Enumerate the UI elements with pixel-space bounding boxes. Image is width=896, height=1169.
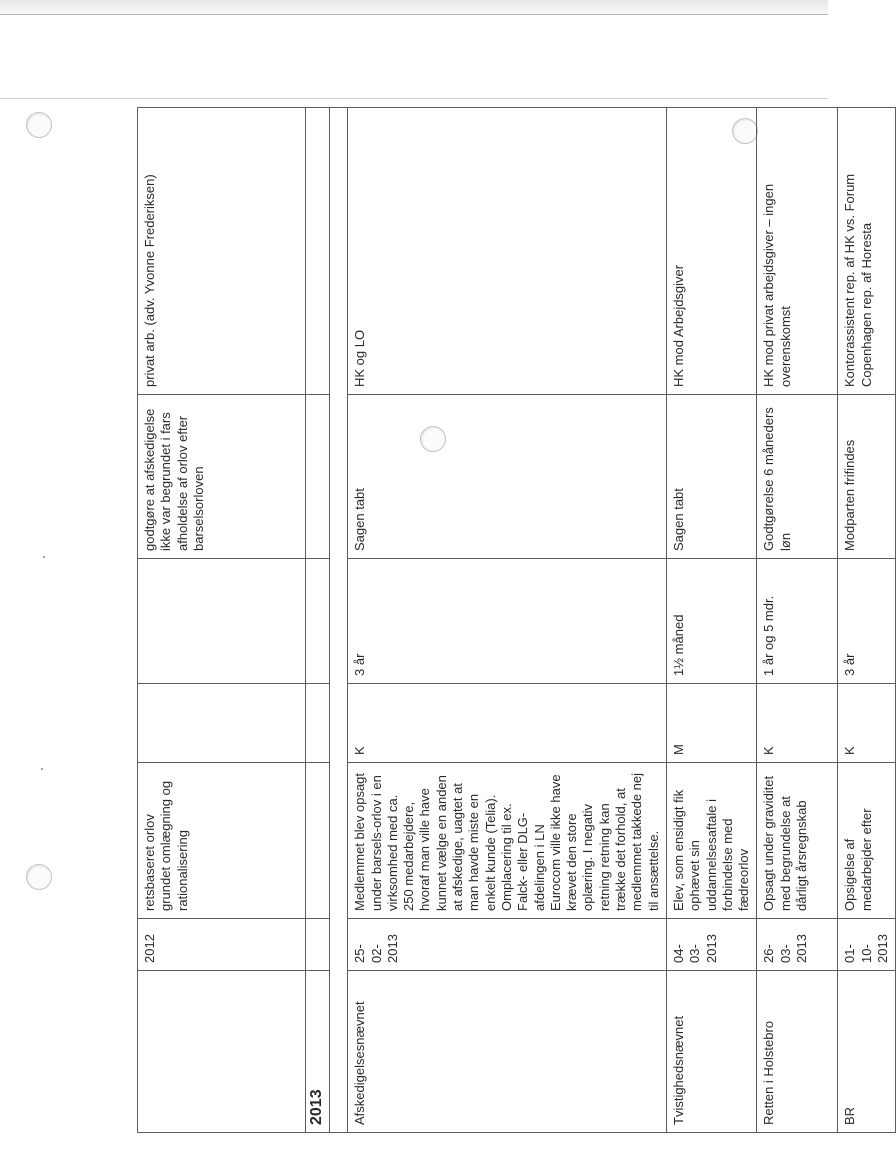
table-cell-description: retsbaseret orlov grundet omlægning og rationalisering	[138, 763, 306, 919]
table-cell-parties: HK mod privat arbejdsgiver – ingen overenskomst	[757, 108, 838, 395]
table-cell-tenure: 1 år og 5 mdr.	[757, 559, 838, 684]
table-cell-gender	[138, 684, 306, 763]
table-row-year	[306, 108, 330, 1133]
table-cell-court: BR	[838, 971, 896, 1133]
table-cell-result: Godtgørelse 6 måneders løn	[757, 395, 838, 559]
table-cell-description: Opsagt under graviditet med begrundelse at dårligt årsregnskab	[757, 763, 838, 919]
table-cell-gender: K	[348, 684, 667, 763]
table-cell-description: Elev, som ensidigt fik ophævet sin uddannelsesaftale i forbindelse med fædreorlov	[666, 763, 756, 919]
table-cell-date: 04-03-2013	[666, 919, 756, 971]
table-cell-date	[306, 919, 330, 971]
table-cell-date: 2012	[138, 919, 306, 971]
punch-hole-bottom-left	[26, 864, 52, 890]
table-cell-parties	[306, 108, 330, 395]
table-cell-description	[306, 763, 330, 919]
table-cell-gender: K	[838, 684, 896, 763]
table-row	[757, 108, 838, 1133]
table-spacer-cell	[330, 108, 348, 1133]
year-heading: 2013	[306, 971, 330, 1133]
table-cell-tenure	[306, 559, 330, 684]
table-cell-result: Sagen tabt	[348, 395, 667, 559]
table-row	[838, 108, 896, 1133]
scan-speck	[41, 768, 43, 770]
table-cell-court: Tvistighedsnævnet	[666, 971, 756, 1133]
table-row	[138, 108, 306, 1133]
scan-edge-top	[0, 0, 828, 14]
table-cell-court: Afskedigelsesnævnet	[348, 971, 667, 1133]
table-row	[666, 108, 756, 1133]
table-cell-date: 25-02-2013	[348, 919, 667, 971]
table-cell-tenure	[138, 559, 306, 684]
table-cell-gender: K	[757, 684, 838, 763]
table-cell-gender	[306, 684, 330, 763]
table-cell-court	[138, 971, 306, 1133]
table-cell-description: Medlemmet blev opsagt under barsels-orlov i en virksomhed med ca. 250 medarbejdere, hvoraf man ville have kunnet vælge en anden at afskedige, uagtet at man havde miste en enkelt kunde (Telia). Omplacering til ex. Falck- eller DLG-afdelingen i LN Eurocom ville ikke have krævet den store oplæring. I negativ retning retning kan trække det forhold, at medlemmet takkede nej til ansættelse.	[348, 763, 667, 919]
table-cell-gender: M	[666, 684, 756, 763]
table-cell-parties: HK og LO	[348, 108, 667, 395]
scan-speck	[43, 556, 45, 558]
case-table	[137, 107, 896, 1133]
table-cell-court: Retten i Holstebro	[757, 971, 838, 1133]
table-row-spacer	[330, 108, 348, 1133]
table-cell-result	[306, 395, 330, 559]
table-cell-result: Modparten frifindes	[838, 395, 896, 559]
table-row	[348, 108, 667, 1133]
table-cell-date: 26-03-2013	[757, 919, 838, 971]
rotated-table-wrapper	[137, 108, 891, 1133]
punch-hole-top-left	[26, 112, 52, 138]
table-cell-result: godtgøre at afskedigelse ikke var begrundet i fars afholdelse af orlov efter barselsorloven	[138, 395, 306, 559]
table-cell-description: Opsigelse af medarbejder efter	[838, 763, 896, 919]
table-cell-result: Sagen tabt	[666, 395, 756, 559]
scan-line-fold	[0, 98, 828, 99]
table-cell-tenure: 3 år	[348, 559, 667, 684]
table-cell-parties: HK mod Arbejdsgiver	[666, 108, 756, 395]
table-cell-parties: Kontorassistent rep. af HK vs. Forum Copenhagen rep. af Horesta	[838, 108, 896, 395]
table-cell-tenure: 1½ måned	[666, 559, 756, 684]
table-cell-tenure: 3 år	[838, 559, 896, 684]
table-cell-parties: privat arb. (adv. Yvonne Frederiksen)	[138, 108, 306, 395]
table-cell-date: 01-10-2013	[838, 919, 896, 971]
scan-line-top	[0, 14, 828, 15]
